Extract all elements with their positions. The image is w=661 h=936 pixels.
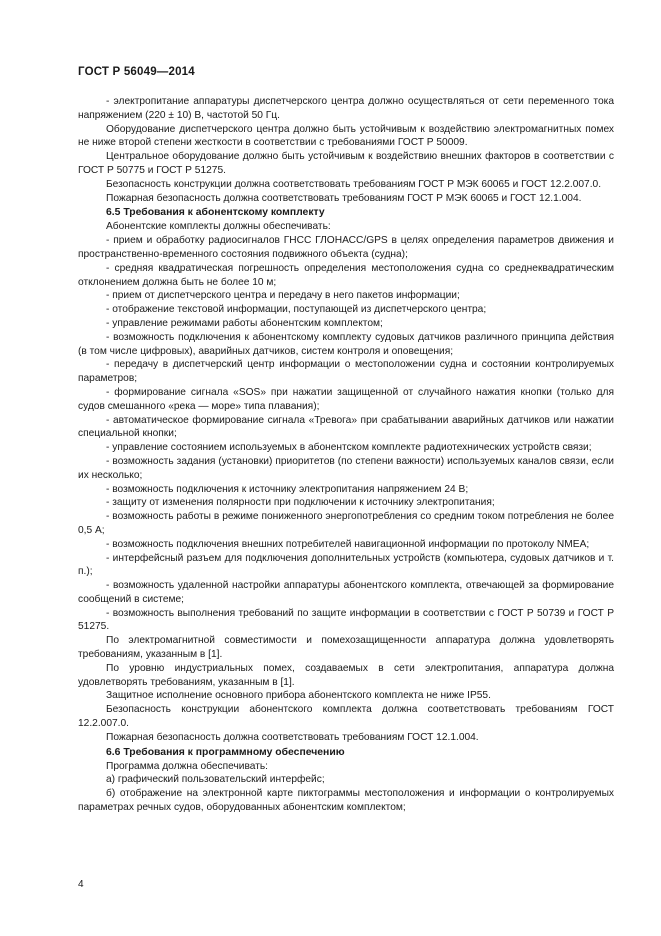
list-item: - формирование сигнала «SOS» при нажатии защищенной от случайного нажатия кнопки (только для судов смешанного «река — море» типа плавания); xyxy=(78,386,614,412)
paragraph: Центральное оборудование должно быть устойчивым к воздействию внешних факторов в соответствии с ГОСТ Р 50775 и ГОСТ Р 51275. xyxy=(78,151,614,176)
section-intro: Абонентские комплекты должны обеспечивать: xyxy=(106,221,331,233)
page-number: 4 xyxy=(78,879,84,890)
list-item: - возможность подключения к абонентскому комплекту судовых датчиков различного принципа действия (в том числе цифровых), аварийных датчиков, систем контроля и оповещения; xyxy=(78,331,614,357)
paragraph: Защитное исполнение основного прибора абонентского комплекта не ниже IP55. xyxy=(106,690,491,702)
list-item: - прием от диспетчерского центра и передачу в него пакетов информации; xyxy=(106,290,460,302)
list-item: - средняя квадратическая погрешность определения местоположения судна со среднеквадратическим отклонением должна быть не более 10 м; xyxy=(78,262,614,288)
list-item: - отображение текстовой информации, поступающей из диспетчерского центра; xyxy=(106,304,487,316)
list-item: б) отображение на электронной карте пиктограммы местоположения и информации о контролируемых параметрах речных судов, оборудованных абонентским комплектом; xyxy=(78,788,614,814)
document-header: ГОСТ Р 56049—2014 xyxy=(78,66,195,78)
paragraph: По уровню индустриальных помех, создаваемых в сети электропитания, аппаратура должна удовлетворять требованиям, указанным в [1]. xyxy=(78,662,614,688)
paragraph: Безопасность конструкции абонентского комплекта должна соответствовать требованиям ГОСТ 12.2.007.0. xyxy=(78,704,614,730)
list-item: - возможность удаленной настройки аппаратуры абонентского комплекта, отвечающей за формирование сообщений в системе; xyxy=(78,580,614,605)
paragraph: Пожарная безопасность должна соответствовать требованиям ГОСТ Р МЭК 60065 и ГОСТ 12.1.004. xyxy=(106,192,582,204)
list-item: - возможность подключения внешних потребителей навигационной информации по протоколу NMEA; xyxy=(106,538,590,550)
paragraph: Безопасность конструкции должна соответствовать требованиям ГОСТ Р МЭК 60065 и ГОСТ 12.2.007.0. xyxy=(106,178,602,190)
list-item: - автоматическое формирование сигнала «Тревога» при срабатывании аварийных датчиков или нажатии специальной кнопки; xyxy=(78,414,614,440)
paragraph: По электромагнитной совместимости и помехозащищенности аппаратура должна удовлетворять требованиям, указанным в [1]. xyxy=(78,635,614,661)
list-item: - возможность выполнения требований по защите информации в соответствии с ГОСТ Р 50739 и ГОСТ Р 51275. xyxy=(78,607,614,633)
list-item: - прием и обработку радиосигналов ГНСС ГЛОНАСС/GPS в целях определения параметров движения и пространственно-временного состояния подвижного объекта (судна); xyxy=(78,235,614,260)
paragraph: - электропитание аппаратуры диспетчерского центра должно осуществляться от сети переменного тока напряжением (220 ± 10) В, частотой 50 Гц. xyxy=(78,96,614,121)
list-item: - интерфейсный разъем для подключения дополнительных устройств (компьютера, судовых датчиков и т. п.); xyxy=(78,552,614,578)
list-item: - возможность задания (установки) приоритетов (по степени важности) используемых каналов связи, если их несколько; xyxy=(78,455,614,481)
list-item: - управление режимами работы абонентским комплектом; xyxy=(106,317,383,329)
section-heading-6-6: 6.6 Требования к программному обеспечению xyxy=(106,746,345,758)
list-item: - управление состоянием используемых в абонентском комплекте радиотехнических устройств связи; xyxy=(106,442,592,454)
document-body xyxy=(78,95,614,815)
list-item: - защиту от изменения полярности при подключении к источнику электропитания; xyxy=(106,497,495,509)
section-intro: Программа должна обеспечивать: xyxy=(106,760,269,772)
list-item: - возможность работы в режиме пониженного энергопотребления со средним током потребления не более 0,5 А; xyxy=(78,511,614,536)
list-item: а) графический пользовательский интерфейс; xyxy=(106,774,325,786)
paragraph: Оборудование диспетчерского центра должно быть устойчивым к воздействию электромагнитных помех не ниже второй степени жесткости в соответствии с требованиями ГОСТ Р 50009. xyxy=(78,123,614,149)
list-item: - передачу в диспетчерский центр информации о местоположении судна и состоянии контролируемых параметров; xyxy=(78,359,614,385)
section-heading-6-5: 6.5 Требования к абонентскому комплекту xyxy=(106,207,325,219)
list-item: - возможность подключения к источнику электропитания напряжением 24 В; xyxy=(106,483,469,495)
paragraph: Пожарная безопасность должна соответствовать требованиям ГОСТ 12.1.004. xyxy=(106,731,479,743)
